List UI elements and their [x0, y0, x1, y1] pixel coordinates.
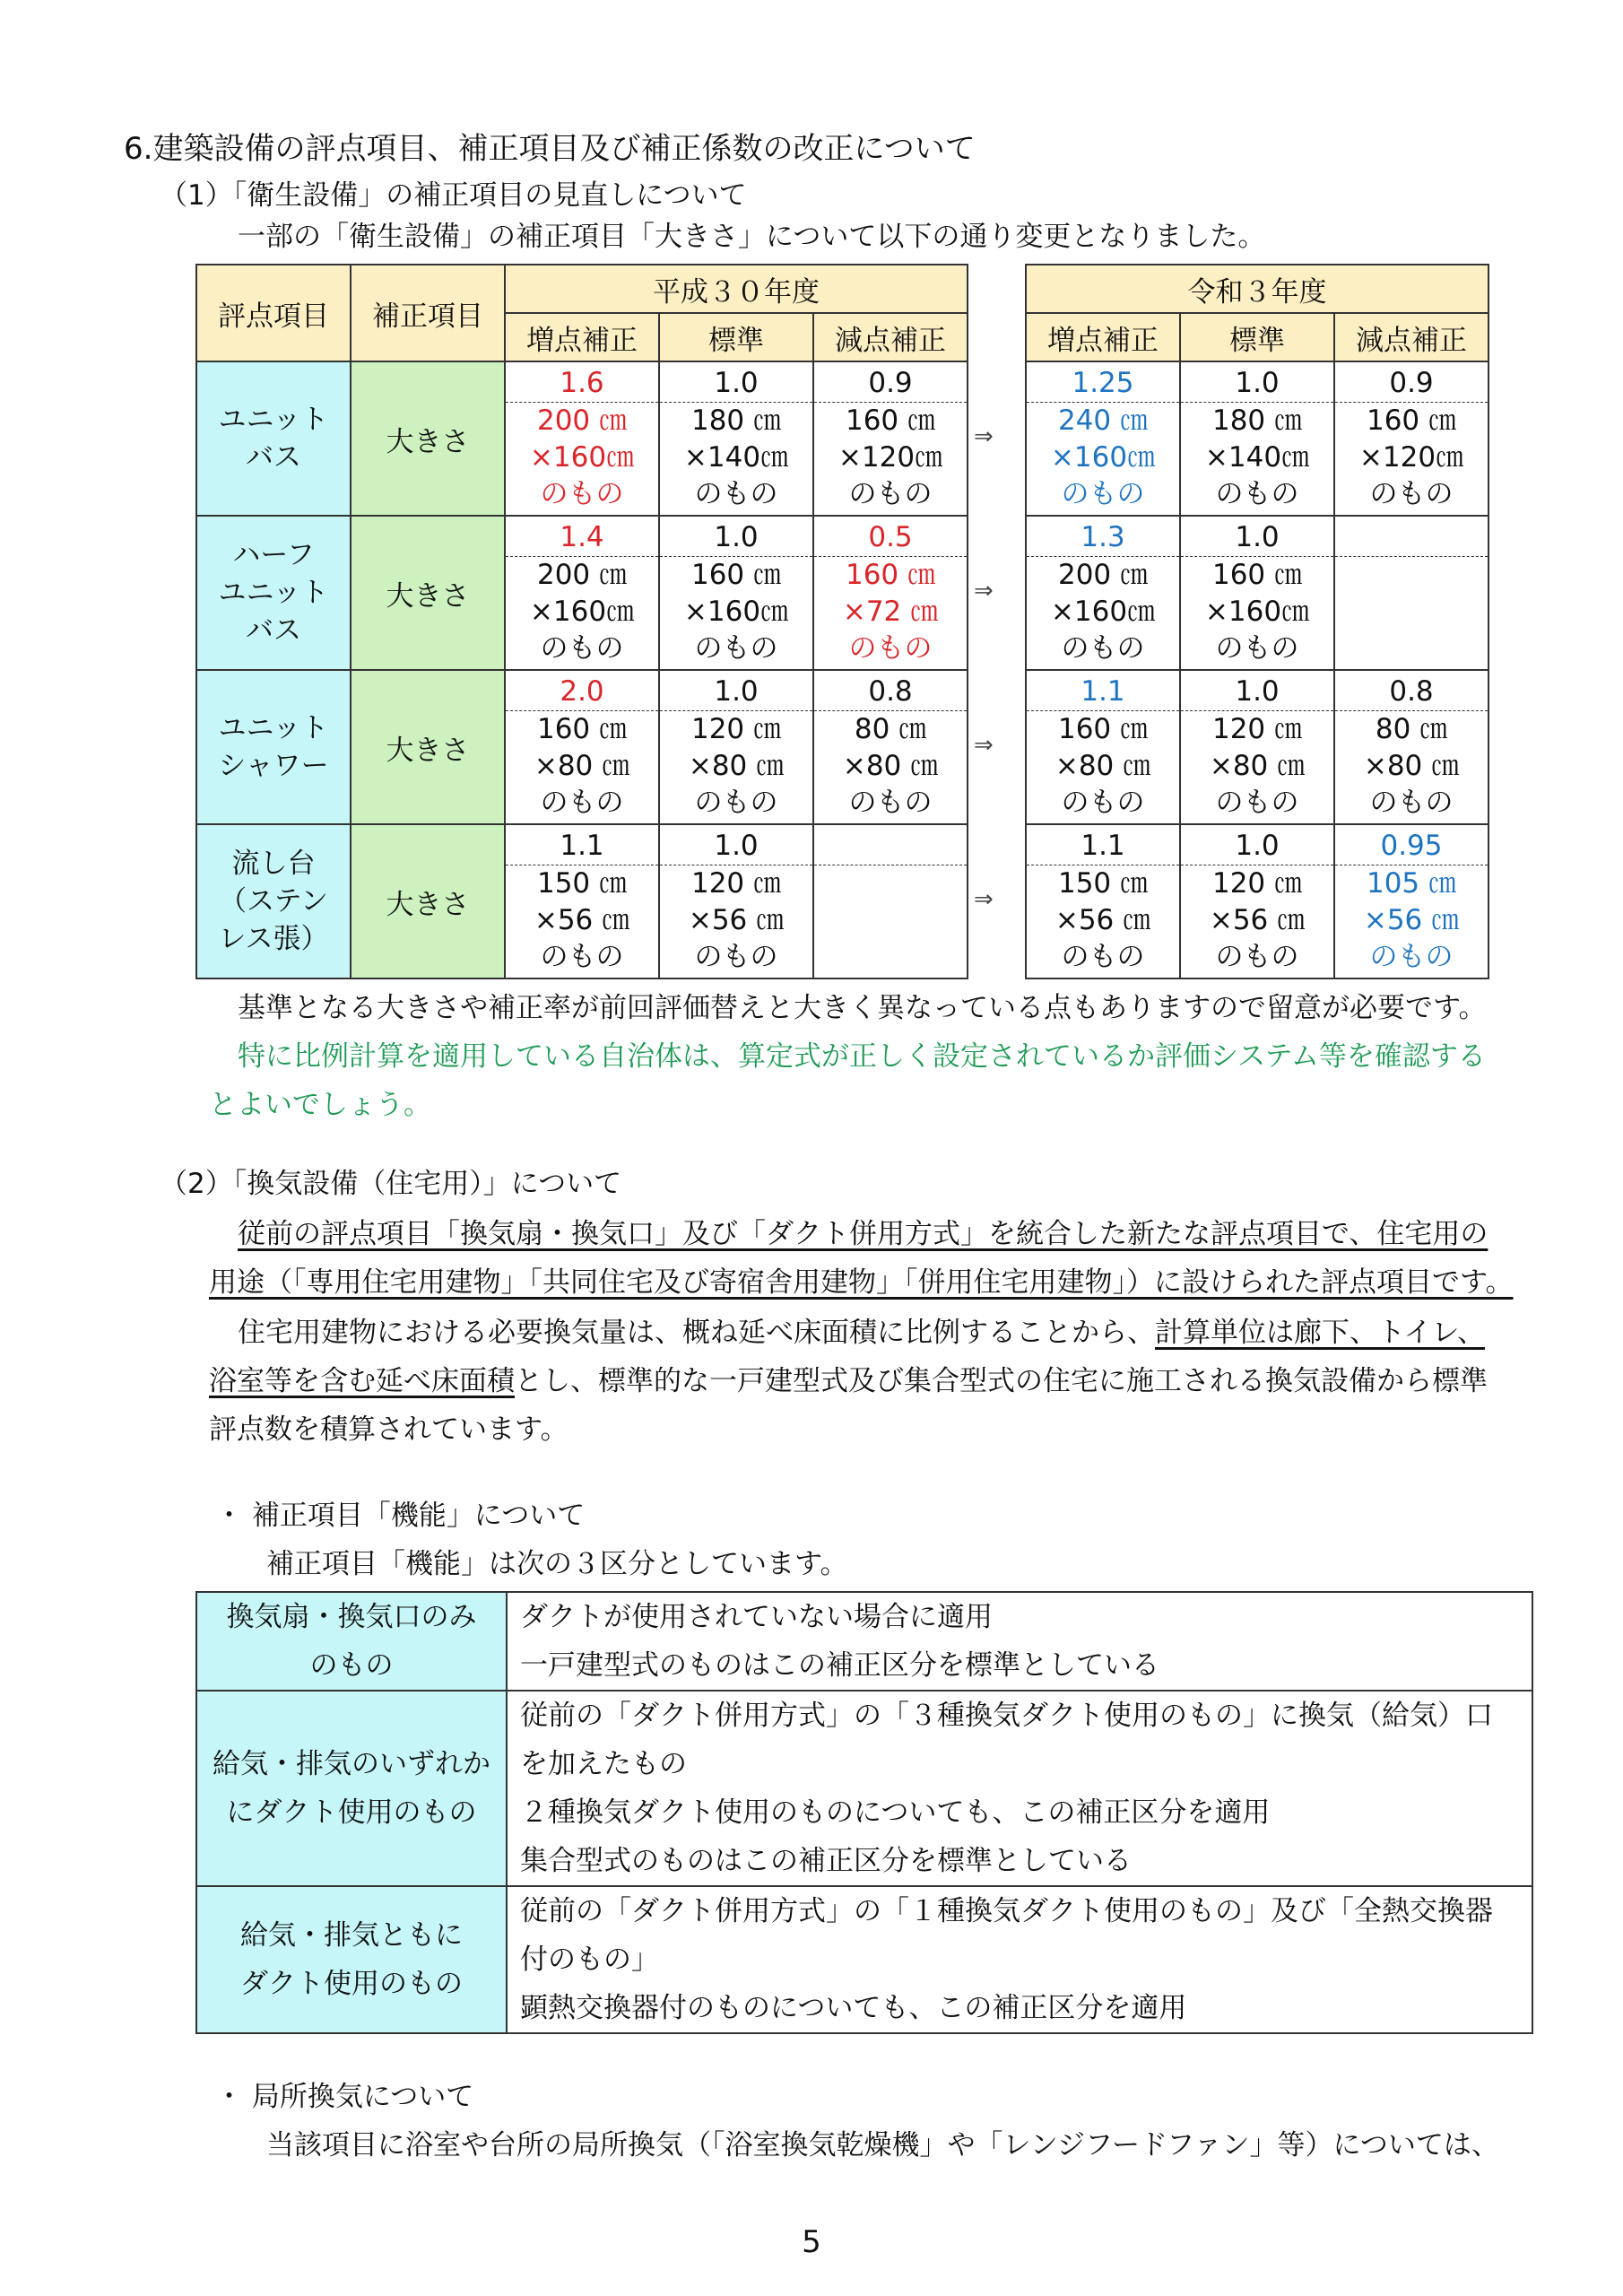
size-line: のもの	[848, 632, 933, 665]
size-line: 120 ㎝	[1211, 713, 1303, 745]
size-line: のもの	[694, 787, 778, 819]
division-label	[196, 1691, 507, 1886]
size-cell	[813, 516, 968, 670]
size-line: のもの	[1061, 787, 1145, 819]
coef-value	[1335, 518, 1488, 557]
size-cell	[1180, 516, 1334, 670]
size-line: ×80 ㎝	[534, 750, 630, 782]
size-cell	[505, 670, 659, 824]
size-line: のもの	[1369, 941, 1454, 973]
size-line: 200 ㎝	[1057, 559, 1149, 591]
size-line: のもの	[848, 787, 933, 819]
size-line: のもの	[1215, 941, 1299, 973]
size-line: のもの	[1215, 478, 1299, 510]
size-line: のもの	[1369, 787, 1454, 819]
size-line: のもの	[694, 478, 778, 510]
size-line: 240 ㎝	[1057, 404, 1149, 437]
size-cell	[1334, 670, 1488, 824]
division-table	[195, 1591, 1533, 2034]
size-line: ×160㎝	[529, 441, 635, 474]
coef-value: 1.1	[1027, 673, 1179, 711]
division-desc-line: ２種換気ダクト使用のものについても、この補正区分を適用	[520, 1796, 1271, 1829]
size-line: のもの	[540, 632, 624, 665]
size-line: 80 ㎝	[1375, 713, 1448, 745]
division-desc-line: を加えたもの	[520, 1748, 687, 1780]
division-desc-line: ダクトが使用されていない場合に適用	[520, 1601, 993, 1633]
para-2b-underline: 浴室等を含む延べ床面積	[209, 1365, 515, 1397]
coef-value: 1.1	[506, 827, 658, 865]
coef-value: 0.9	[1335, 364, 1488, 403]
size-cell	[813, 361, 968, 516]
size-cell	[659, 516, 813, 670]
size-cell	[659, 824, 813, 978]
size-line: 80 ㎝	[854, 713, 927, 745]
col-corr-header: 補正項目	[351, 265, 505, 361]
size-line	[814, 865, 967, 902]
table-r3	[1025, 264, 1489, 979]
size-line: 200 ㎝	[536, 404, 628, 437]
size-line: 160 ㎝	[690, 559, 782, 591]
size-cell	[1026, 361, 1180, 516]
size-line: 160 ㎝	[845, 559, 936, 591]
division-row	[196, 1886, 1532, 2033]
arrow-icon: ⇒	[974, 423, 994, 450]
size-cell	[1026, 516, 1180, 670]
table-row	[196, 824, 968, 978]
size-line: のもの	[540, 941, 624, 973]
size-line: 120 ㎝	[1211, 867, 1303, 900]
coef-value: 1.25	[1027, 364, 1179, 403]
division-desc	[507, 1886, 1532, 2033]
division-label-line: のもの	[309, 1649, 394, 1682]
era-header-h30: 平成３０年度	[505, 265, 968, 313]
size-line: のもの	[1061, 478, 1145, 510]
coef-value	[814, 827, 967, 865]
item-label: （ステン	[219, 885, 328, 918]
size-line: のもの	[848, 478, 933, 510]
size-line	[1335, 631, 1488, 667]
size-line: のもの	[540, 478, 624, 510]
subsection-heading-1: （1）「衛生設備」の補正項目の見直しについて	[160, 179, 747, 212]
sub-header: 標準	[659, 313, 813, 361]
size-line: ×160㎝	[1204, 596, 1310, 628]
size-line: ×56 ㎝	[1055, 904, 1151, 936]
size-line: のもの	[1061, 941, 1145, 973]
sub-header: 標準	[1180, 313, 1334, 361]
coef-value: 1.0	[1181, 827, 1333, 865]
item-cell	[196, 670, 351, 824]
size-cell	[1180, 824, 1334, 978]
table-row	[1026, 361, 1488, 516]
para-2a-text: 住宅用建物における必要換気量は、概ね延べ床面積に比例することから、	[238, 1317, 1155, 1349]
size-line: 160 ㎝	[536, 713, 628, 745]
coef-value: 0.8	[814, 673, 967, 711]
size-line: ×140㎝	[1204, 441, 1310, 474]
intro-text: 一部の「衛生設備」の補正項目「大きさ」について以下の通り変更となりました。	[238, 221, 1266, 253]
division-label-line: ダクト使用のもの	[240, 1968, 463, 2000]
size-line	[1335, 594, 1488, 631]
size-line: ×72 ㎝	[842, 596, 939, 628]
para-2c: 評点数を積算されています。	[209, 1413, 568, 1446]
size-line: ×80 ㎝	[1055, 750, 1151, 782]
size-line: 180 ㎝	[690, 404, 782, 437]
para-1a: 従前の評点項目「換気扇・換気口」及び「ダクト併用方式」を統合した新たな評点項目で、住宅用の	[238, 1218, 1488, 1250]
item-label: ユニット	[218, 577, 329, 609]
division-desc-line: 顕熱交換器付のものについても、この補正区分を適用	[520, 1992, 1187, 2024]
size-line: ×80 ㎝	[1209, 750, 1306, 782]
item-cell	[196, 516, 351, 670]
size-line: のもの	[1215, 787, 1299, 819]
size-line	[814, 939, 967, 976]
table-row	[196, 516, 968, 670]
arrow-icon: ⇒	[974, 578, 994, 604]
coef-value: 2.0	[506, 673, 658, 711]
page-number: 5	[802, 2224, 821, 2260]
table-row	[1026, 824, 1488, 978]
size-line: 200 ㎝	[536, 559, 628, 591]
coef-value: 1.0	[1181, 673, 1333, 711]
corr-cell: 大きさ	[351, 670, 505, 824]
coef-value: 1.0	[660, 827, 812, 865]
division-label-line: 給気・排気ともに	[240, 1919, 463, 1952]
size-line: 160 ㎝	[1211, 559, 1303, 591]
coef-value: 1.1	[1027, 827, 1179, 865]
note-text-2: 特に比例計算を適用している自治体は、算定式が正しく設定されているか評価システム等を確認する	[238, 1040, 1486, 1073]
corr-cell: 大きさ	[351, 824, 505, 978]
coef-value: 0.95	[1335, 827, 1488, 865]
coef-value: 1.0	[1181, 364, 1333, 403]
para-2b-text: とし、標準的な一戸建型式及び集合型式の住宅に施工される換気設備から標準	[515, 1365, 1488, 1397]
size-line: ×80 ㎝	[1363, 750, 1460, 782]
size-cell	[1334, 361, 1488, 516]
table-h30	[195, 264, 968, 979]
size-cell	[1026, 670, 1180, 824]
coef-value: 1.0	[660, 518, 812, 557]
size-line: ×120㎝	[1358, 441, 1464, 474]
division-label-line: 給気・排気のいずれか	[213, 1748, 490, 1780]
item-label: ユニット	[218, 712, 329, 744]
coef-value: 0.8	[1335, 673, 1488, 711]
corr-cell: 大きさ	[351, 516, 505, 670]
size-line	[814, 902, 967, 939]
size-cell	[505, 361, 659, 516]
sub-header: 増点補正	[1026, 313, 1180, 361]
size-line: ×160㎝	[683, 596, 789, 628]
item-label: ハーフ	[232, 539, 315, 571]
division-desc-line: 一戸建型式のものはこの補正区分を標準としている	[520, 1649, 1159, 1682]
division-desc	[507, 1592, 1532, 1691]
coef-value: 1.0	[660, 673, 812, 711]
size-cell	[813, 670, 968, 824]
size-cell	[1180, 670, 1334, 824]
coef-value: 1.0	[1181, 518, 1333, 557]
table-row	[196, 670, 968, 824]
table-row	[1026, 516, 1488, 670]
size-line: のもの	[1369, 478, 1454, 510]
size-line: ×56 ㎝	[688, 904, 785, 936]
size-line: ×140㎝	[683, 441, 789, 474]
note-text-1: 基準となる大きさや補正率が前回評価替えと大きく異なっている点もありますので留意が必要です。	[238, 992, 1487, 1024]
division-label	[196, 1592, 507, 1691]
division-desc-line: 従前の「ダクト併用方式」の「１種換気ダクト使用のもの」及び「全熱交換器	[520, 1895, 1493, 1927]
note-text-2b: とよいでしょう。	[209, 1089, 431, 1121]
arrow-icon: ⇒	[974, 732, 994, 759]
subsection-heading-2: （2）「換気設備（住宅用）」について	[160, 1168, 622, 1200]
size-line: のもの	[694, 632, 778, 665]
size-cell	[1334, 824, 1488, 978]
para-2a	[238, 1308, 1485, 1358]
corr-cell: 大きさ	[351, 361, 505, 516]
item-cell	[196, 824, 351, 978]
size-line: ×160㎝	[1050, 441, 1156, 474]
size-line: ×80 ㎝	[688, 750, 785, 782]
para-2a-underline: 計算単位は廊下、トイレ、	[1155, 1317, 1485, 1349]
item-label: シャワー	[218, 750, 329, 782]
size-line: 160 ㎝	[845, 404, 936, 437]
size-line: 120 ㎝	[690, 867, 782, 900]
para-2b	[209, 1356, 1488, 1406]
size-cell	[505, 516, 659, 670]
coef-value: 1.0	[660, 364, 812, 403]
bullet-local: ・ 局所換気について	[215, 2081, 474, 2113]
item-cell	[196, 361, 351, 516]
section-heading: 6.建築設備の評点項目、補正項目及び補正係数の改正について	[124, 131, 976, 167]
col-item-header: 評点項目	[196, 265, 351, 361]
coef-value: 1.6	[506, 364, 658, 403]
size-cell	[1026, 824, 1180, 978]
era-header-r3: 令和３年度	[1026, 265, 1488, 313]
size-cell	[505, 824, 659, 978]
division-row	[196, 1592, 1532, 1691]
bullet-function-text: 補正項目「機能」は次の３区分としています。	[266, 1548, 848, 1580]
table-row	[1026, 670, 1488, 824]
size-line: ×56 ㎝	[1363, 904, 1460, 936]
item-label: ユニット	[218, 404, 329, 436]
size-line: 180 ㎝	[1211, 404, 1303, 437]
size-line: 120 ㎝	[690, 713, 782, 745]
coef-value: 0.5	[814, 518, 967, 557]
size-cell	[659, 361, 813, 516]
item-label: 流し台	[231, 848, 316, 880]
division-label-line: 換気扇・換気口のみ	[226, 1601, 477, 1633]
coef-value: 0.9	[814, 364, 967, 403]
size-cell	[1180, 361, 1334, 516]
size-line: ×120㎝	[838, 441, 943, 474]
coef-value: 1.3	[1027, 518, 1179, 557]
para-1b: 用途（「専用住宅用建物」「共同住宅及び寄宿舎用建物」「併用住宅用建物」）に設けられた評点項目です。	[209, 1266, 1514, 1299]
size-line: 105 ㎝	[1366, 867, 1457, 900]
size-cell	[659, 670, 813, 824]
division-desc	[507, 1691, 1532, 1886]
size-line: のもの	[540, 787, 624, 819]
size-cell	[813, 824, 968, 978]
division-desc-line: 従前の「ダクト併用方式」の「３種換気ダクト使用のもの」に換気（給気）口	[520, 1700, 1493, 1732]
division-row	[196, 1691, 1532, 1886]
size-line: 160 ㎝	[1057, 713, 1149, 745]
sub-header: 減点補正	[1334, 313, 1488, 361]
size-line: ×80 ㎝	[842, 750, 939, 782]
size-line: 160 ㎝	[1366, 404, 1457, 437]
division-label	[196, 1886, 507, 2033]
size-line: 150 ㎝	[536, 867, 628, 900]
size-line: ×160㎝	[529, 596, 635, 628]
item-label: バス	[246, 441, 301, 474]
division-desc-line: 付のもの」	[520, 1944, 659, 1976]
size-line: 150 ㎝	[1057, 867, 1149, 900]
size-line: ×56 ㎝	[534, 904, 630, 936]
sub-header: 減点補正	[813, 313, 968, 361]
division-label-line: にダクト使用のもの	[226, 1796, 477, 1829]
size-line: ×56 ㎝	[1209, 904, 1306, 936]
bullet-function: ・ 補正項目「機能」について	[215, 1500, 586, 1532]
coef-value: 1.4	[506, 518, 658, 557]
size-line	[1335, 557, 1488, 594]
item-label: バス	[246, 614, 301, 647]
size-line: のもの	[1061, 632, 1145, 665]
size-line: ×160㎝	[1050, 596, 1156, 628]
size-line: のもの	[694, 941, 778, 973]
division-desc-line: 集合型式のものはこの補正区分を標準としている	[520, 1845, 1132, 1877]
size-cell	[1334, 516, 1488, 670]
sub-header: 増点補正	[505, 313, 659, 361]
size-line: のもの	[1215, 632, 1299, 665]
arrow-icon: ⇒	[974, 886, 994, 913]
bullet-local-text: 当該項目に浴室や台所の局所換気（「浴室換気乾燥機」や「レンジフードファン」等）については、	[266, 2129, 1499, 2161]
table-row	[196, 361, 968, 516]
item-label: レス張）	[218, 923, 329, 955]
